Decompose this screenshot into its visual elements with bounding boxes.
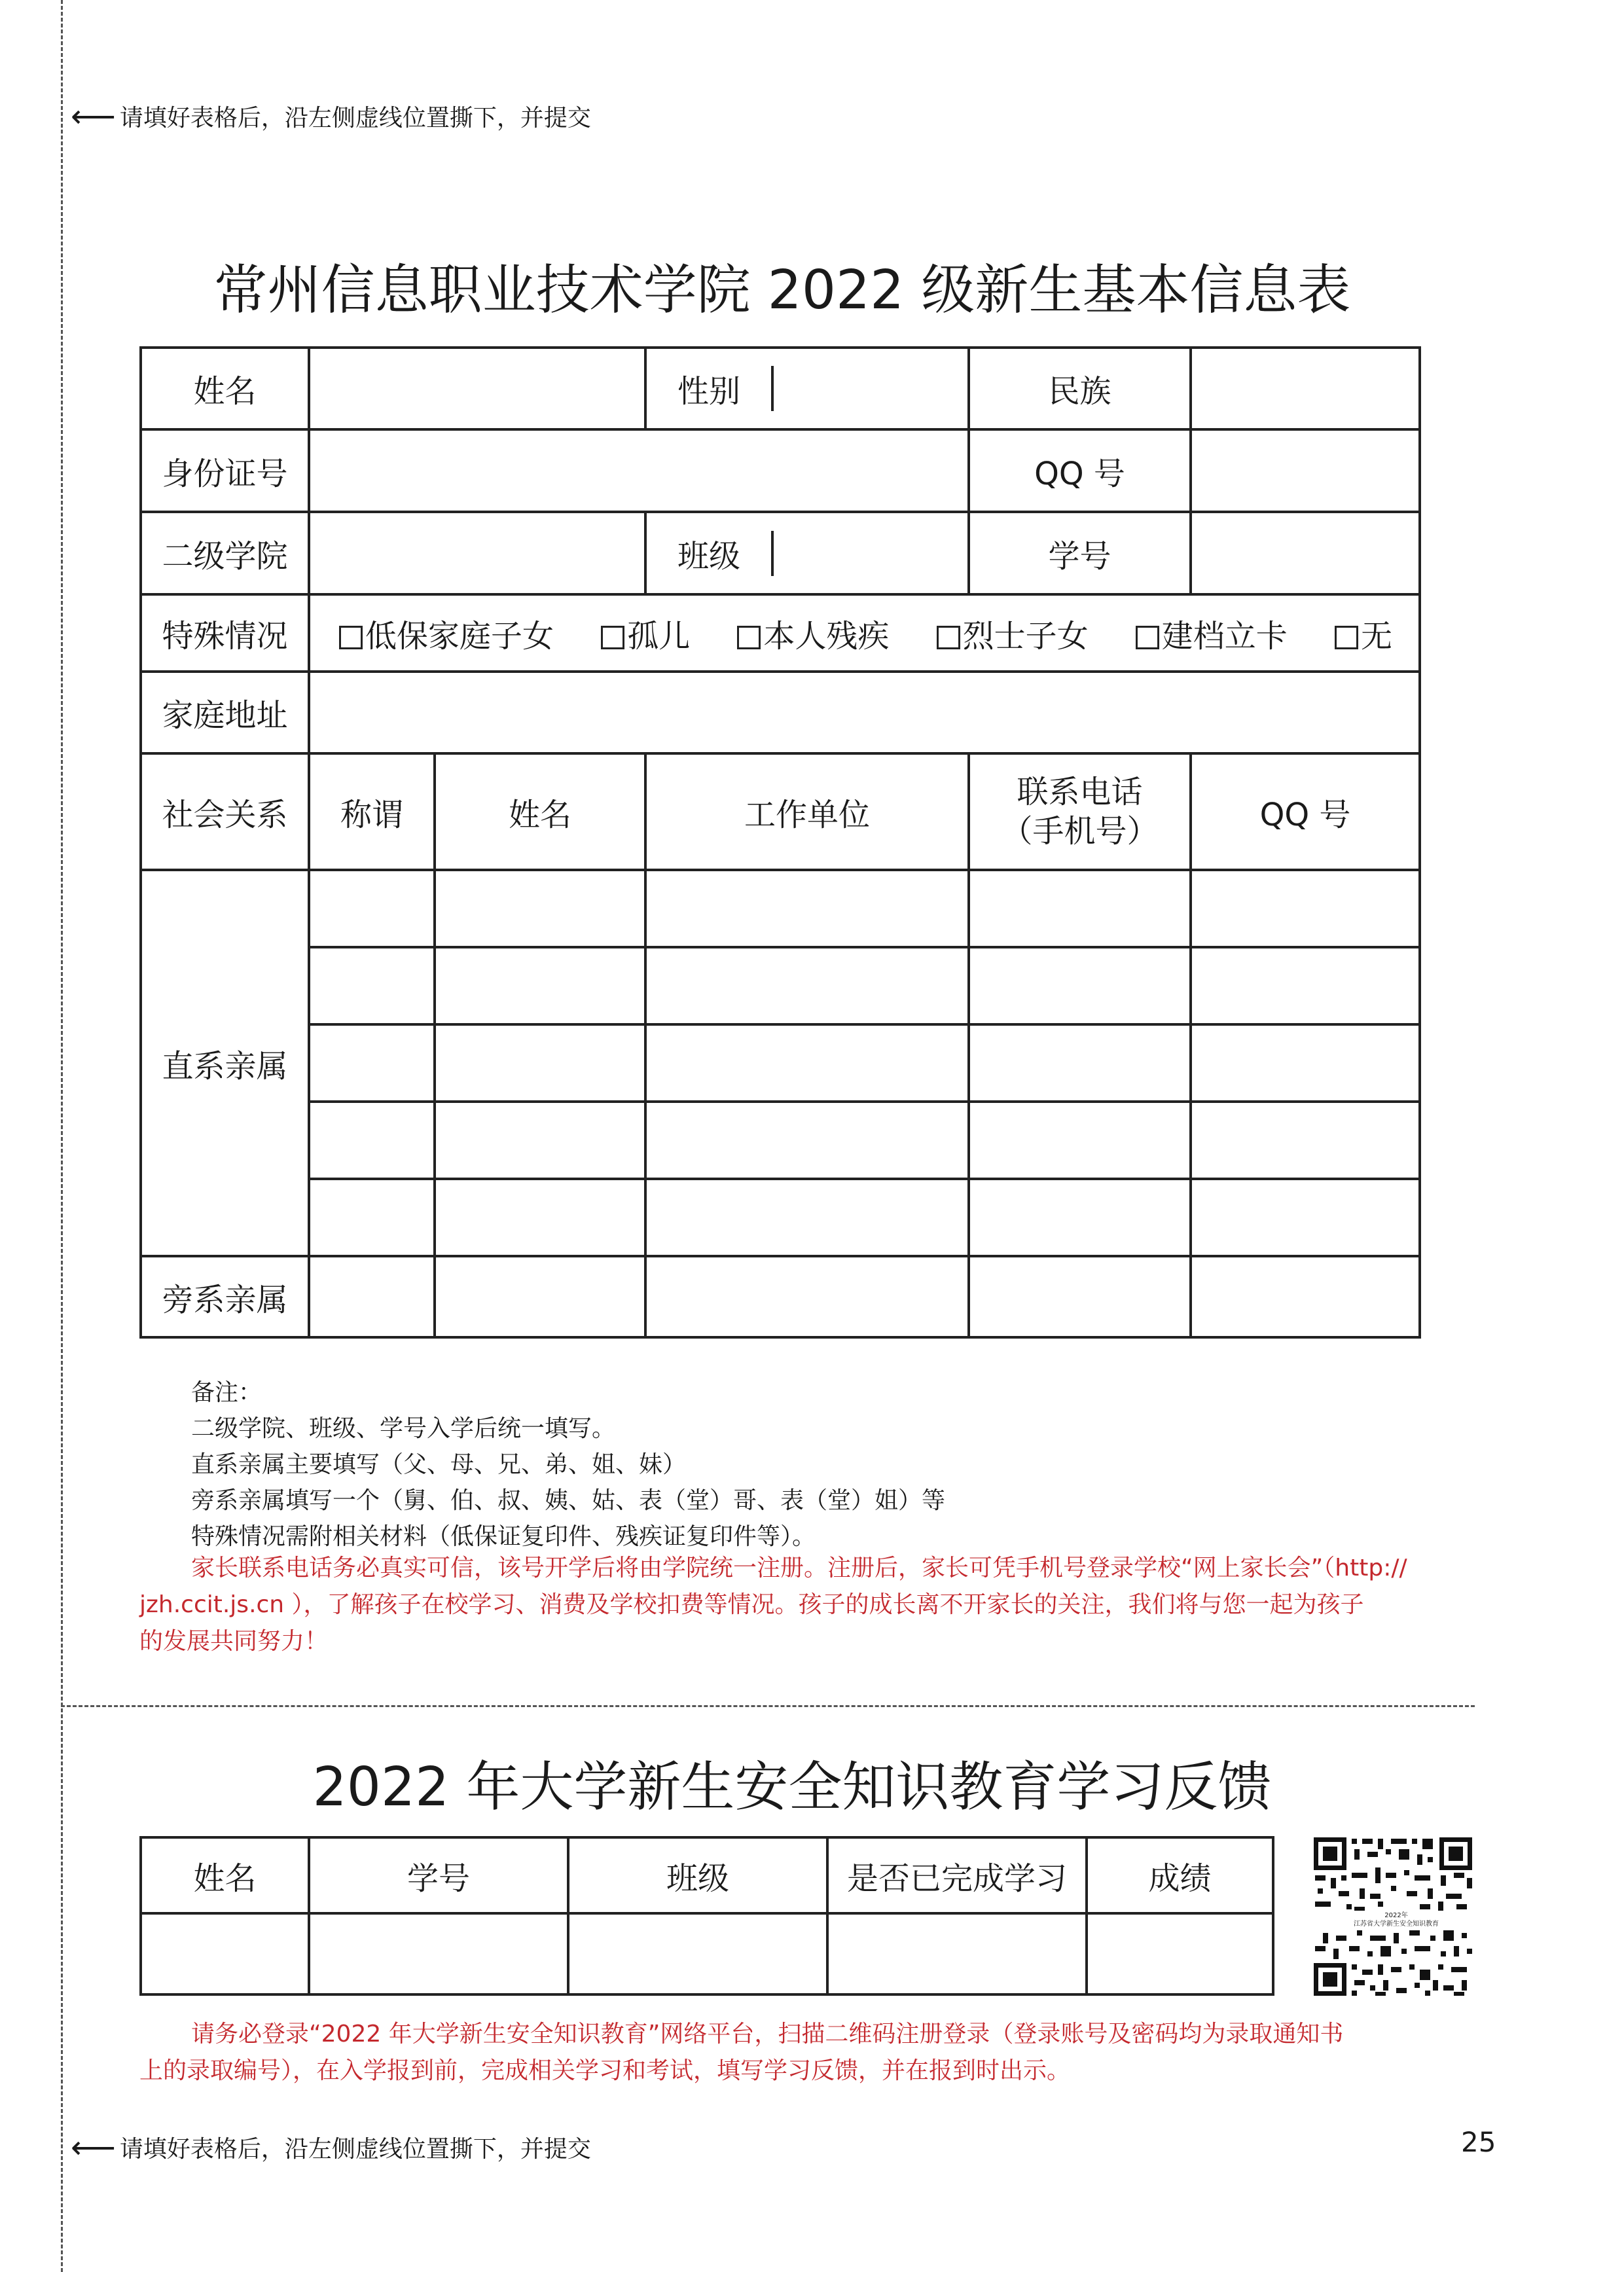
parent-note <box>139 1550 1462 1660</box>
note-line: 二级学院、班级、学号入学后统一填写。 <box>191 1415 616 1442</box>
cell[interactable] <box>309 1024 435 1102</box>
parent-note-line2: jzh.ccit.js.cn ），了解孩子在校学习、消费及学校扣费等情况。孩子的成长离不开家长的关注，我们将与您一起为孩子 <box>139 1591 1364 1618</box>
input-class[interactable] <box>774 531 967 576</box>
label-class <box>645 512 969 594</box>
left-arrow-icon: ⟵ <box>71 98 116 135</box>
checkbox-icon[interactable] <box>737 626 761 649</box>
qr-code-icon[interactable] <box>1312 1836 1473 1997</box>
cell[interactable] <box>645 1179 969 1256</box>
cell[interactable] <box>309 1256 435 1337</box>
input-qq[interactable] <box>1191 429 1420 512</box>
checkbox-icon[interactable] <box>937 626 960 649</box>
fb-header-score: 成绩 <box>1087 1837 1273 1913</box>
cell[interactable] <box>969 947 1191 1024</box>
student-info-table <box>139 346 1421 1339</box>
input-name[interactable] <box>309 348 645 429</box>
label-student-id: 学号 <box>969 512 1191 594</box>
input-address[interactable] <box>309 672 1420 753</box>
option-none[interactable]: 无 <box>1335 611 1392 656</box>
input-id-number[interactable] <box>309 429 969 512</box>
label-address: 家庭地址 <box>141 672 309 753</box>
label-ethnicity: 民族 <box>969 348 1191 429</box>
cell[interactable] <box>309 1102 435 1179</box>
tear-instruction-text: 请填好表格后，沿左侧虚线位置撕下，并提交 <box>119 2136 591 2163</box>
cell[interactable] <box>435 1179 645 1256</box>
fb-header-student-id: 学号 <box>309 1837 568 1913</box>
page-number: 25 <box>1461 2126 1496 2158</box>
bottom-note-line2: 上的录取编号），在入学报到前，完成相关学习和考试，填写学习反馈，并在报到时出示。 <box>139 2057 1071 2084</box>
tear-instruction-top <box>71 99 591 133</box>
cell[interactable] <box>1191 947 1420 1024</box>
option-orphan[interactable]: 孤儿 <box>601 611 690 656</box>
header-name: 姓名 <box>435 753 645 870</box>
note-line: 特殊情况需附相关材料（低保证复印件、残疾证复印件等）。 <box>191 1523 816 1550</box>
note-line: 旁系亲属填写一个（舅、伯、叔、姨、姑、表（堂）哥、表（堂）姐）等 <box>191 1487 946 1514</box>
option-poverty-file[interactable]: 建档立卡 <box>1136 611 1288 656</box>
tear-instruction-bottom <box>71 2131 591 2164</box>
option-disabled[interactable]: 本人残疾 <box>737 611 889 656</box>
label-college: 二级学院 <box>141 512 309 594</box>
left-tear-line <box>61 0 63 2272</box>
cell[interactable] <box>969 1256 1191 1337</box>
label-qq: QQ 号 <box>969 429 1191 512</box>
cell[interactable] <box>435 870 645 947</box>
notes-heading: 备注： <box>191 1379 262 1406</box>
label-collateral: 旁系亲属 <box>141 1256 309 1337</box>
special-options <box>309 594 1420 672</box>
qr-caption-2: 江苏省大学新生安全知识教育 <box>1354 1920 1439 1928</box>
bottom-note <box>139 2016 1462 2089</box>
note-line: 直系亲属主要填写（父、母、兄、弟、姐、妹） <box>191 1451 687 1478</box>
cell[interactable] <box>645 1102 969 1179</box>
fb-input-student-id[interactable] <box>309 1913 568 1994</box>
cell[interactable] <box>645 947 969 1024</box>
checkbox-icon[interactable] <box>601 626 624 649</box>
header-phone: 联系电话 （手机号） <box>969 753 1191 870</box>
header-title: 称谓 <box>309 753 435 870</box>
feedback-title: 2022 年大学新生安全知识教育学习反馈 <box>312 1756 1272 1818</box>
label-id-number: 身份证号 <box>141 429 309 512</box>
fb-input-score[interactable] <box>1087 1913 1273 1994</box>
cell[interactable] <box>969 1102 1191 1179</box>
cell[interactable] <box>309 870 435 947</box>
cell[interactable] <box>435 1102 645 1179</box>
label-gender <box>645 348 969 429</box>
cell[interactable] <box>1191 1256 1420 1337</box>
input-student-id[interactable] <box>1191 512 1420 594</box>
cell[interactable] <box>645 870 969 947</box>
cell[interactable] <box>645 1024 969 1102</box>
checkbox-icon[interactable] <box>1136 626 1159 649</box>
option-low-income[interactable]: 低保家庭子女 <box>339 611 554 656</box>
fb-header-completed: 是否已完成学习 <box>827 1837 1087 1913</box>
cell[interactable] <box>1191 870 1420 947</box>
label-direct: 直系亲属 <box>141 870 309 1256</box>
cell[interactable] <box>435 1024 645 1102</box>
cell[interactable] <box>1191 1102 1420 1179</box>
header-employer: 工作单位 <box>645 753 969 870</box>
label-social: 社会关系 <box>141 753 309 870</box>
label-class-text: 班级 <box>647 531 774 576</box>
input-college[interactable] <box>309 512 645 594</box>
feedback-table <box>139 1836 1274 1996</box>
label-name: 姓名 <box>141 348 309 429</box>
fb-input-class[interactable] <box>568 1913 827 1994</box>
cell[interactable] <box>1191 1024 1420 1102</box>
checkbox-icon[interactable] <box>339 626 363 649</box>
notes <box>191 1375 945 1555</box>
cell[interactable] <box>969 870 1191 947</box>
label-special: 特殊情况 <box>141 594 309 672</box>
input-ethnicity[interactable] <box>1191 348 1420 429</box>
input-gender[interactable] <box>774 366 967 411</box>
parent-note-line3: 的发展共同努力！ <box>139 1628 329 1655</box>
bottom-note-line1: 请务必登录“2022 年大学新生安全知识教育”网络平台，扫描二维码注册登录（登录账号及密码均为录取通知书 <box>191 2021 1344 2047</box>
cell[interactable] <box>309 947 435 1024</box>
fb-input-completed[interactable] <box>827 1913 1087 1994</box>
left-arrow-icon: ⟵ <box>71 2129 116 2166</box>
cell[interactable] <box>645 1256 969 1337</box>
checkbox-icon[interactable] <box>1335 626 1358 649</box>
option-martyr-child[interactable]: 烈士子女 <box>937 611 1089 656</box>
cell[interactable] <box>969 1179 1191 1256</box>
tear-instruction-text: 请填好表格后，沿左侧虚线位置撕下，并提交 <box>119 105 591 132</box>
parent-note-line1: 家长联系电话务必真实可信，该号开学后将由学院统一注册。注册后，家长可凭手机号登录学校“网上家长会”（http:// <box>191 1555 1407 1581</box>
cell[interactable] <box>435 947 645 1024</box>
cell[interactable] <box>1191 1179 1420 1256</box>
header-qq: QQ 号 <box>1191 753 1420 870</box>
qr-caption-1: 2022年 <box>1384 1912 1408 1919</box>
middle-tear-line <box>61 1705 1475 1707</box>
cell[interactable] <box>309 1179 435 1256</box>
fb-header-class: 班级 <box>568 1837 827 1913</box>
fb-input-name[interactable] <box>141 1913 309 1994</box>
cell[interactable] <box>435 1256 645 1337</box>
fb-header-name: 姓名 <box>141 1837 309 1913</box>
form-title: 常州信息职业技术学院 2022 级新生基本信息表 <box>213 259 1351 321</box>
label-gender-text: 性别 <box>647 366 774 411</box>
cell[interactable] <box>969 1024 1191 1102</box>
